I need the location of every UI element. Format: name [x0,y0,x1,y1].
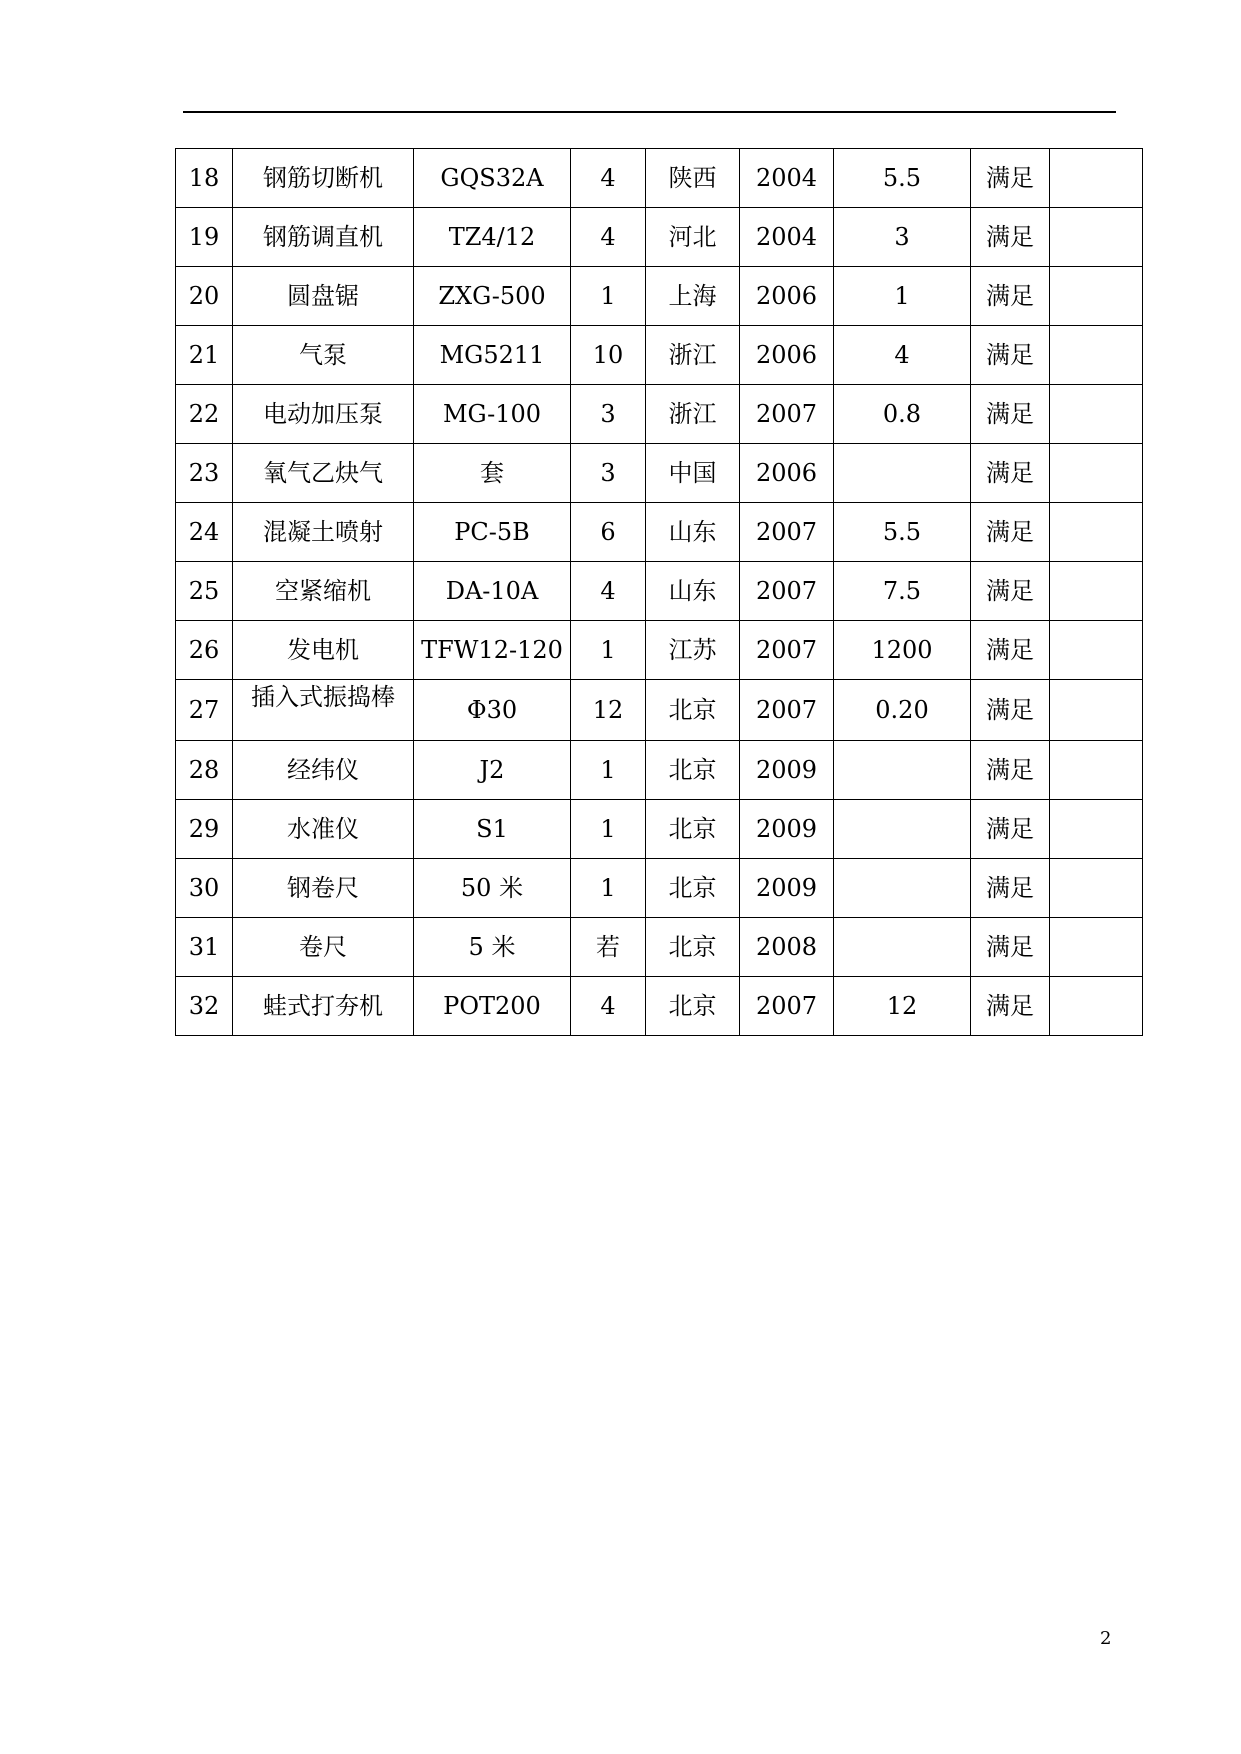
quantity-cell: 若 [571,918,646,977]
table-row [176,859,1143,918]
origin-cell: 江苏 [646,621,740,680]
model-cell: MG5211 [414,326,571,385]
remark-cell [1050,800,1143,859]
equipment-name-cell: 氧气乙炔气 [233,444,414,503]
row-number-cell: 18 [176,149,233,208]
origin-cell: 浙江 [646,326,740,385]
year-cell: 2007 [740,385,834,444]
header-rule [183,111,1116,113]
equipment-name-cell: 钢筋调直机 [233,208,414,267]
power-cell: 12 [834,977,971,1036]
remark-cell [1050,208,1143,267]
origin-cell: 北京 [646,741,740,800]
remark-cell [1050,741,1143,800]
power-cell: 5.5 [834,503,971,562]
quantity-cell: 4 [571,562,646,621]
status-cell: 满足 [971,267,1050,326]
year-cell: 2009 [740,741,834,800]
model-cell: 5 米 [414,918,571,977]
equipment-name-cell: 圆盘锯 [233,267,414,326]
table-row [176,621,1143,680]
equipment-name-cell: 蛙式打夯机 [233,977,414,1036]
equipment-name-cell: 钢筋切断机 [233,149,414,208]
equipment-name-cell: 空紧缩机 [233,562,414,621]
table-row [176,326,1143,385]
power-cell: 3 [834,208,971,267]
year-cell: 2006 [740,267,834,326]
page-number: 2 [1100,1628,1112,1649]
year-cell: 2007 [740,621,834,680]
table-row [176,149,1143,208]
power-cell: 1200 [834,621,971,680]
quantity-cell: 1 [571,621,646,680]
equipment-name-cell: 气泵 [233,326,414,385]
year-cell: 2006 [740,444,834,503]
equipment-name-cell: 卷尺 [233,918,414,977]
model-cell: PC-5B [414,503,571,562]
row-number-cell: 32 [176,977,233,1036]
quantity-cell: 1 [571,859,646,918]
table-row [176,503,1143,562]
remark-cell [1050,444,1143,503]
table-row [176,444,1143,503]
remark-cell [1050,562,1143,621]
model-cell: 套 [414,444,571,503]
table-row [176,741,1143,800]
quantity-cell: 3 [571,385,646,444]
status-cell: 满足 [971,680,1050,741]
origin-cell: 北京 [646,977,740,1036]
model-cell: MG-100 [414,385,571,444]
year-cell: 2004 [740,208,834,267]
status-cell: 满足 [971,503,1050,562]
origin-cell: 陕西 [646,149,740,208]
row-number-cell: 27 [176,680,233,741]
quantity-cell: 1 [571,741,646,800]
remark-cell [1050,326,1143,385]
model-cell: Φ30 [414,680,571,741]
remark-cell [1050,977,1143,1036]
origin-cell: 上海 [646,267,740,326]
origin-cell: 北京 [646,800,740,859]
year-cell: 2007 [740,562,834,621]
model-cell: J2 [414,741,571,800]
origin-cell: 河北 [646,208,740,267]
row-number-cell: 20 [176,267,233,326]
power-cell: 7.5 [834,562,971,621]
status-cell: 满足 [971,977,1050,1036]
quantity-cell: 1 [571,800,646,859]
equipment-table [175,148,1143,1036]
status-cell: 满足 [971,149,1050,208]
origin-cell: 山东 [646,503,740,562]
power-cell: 4 [834,326,971,385]
remark-cell [1050,267,1143,326]
power-cell: 1 [834,267,971,326]
status-cell: 满足 [971,326,1050,385]
row-number-cell: 24 [176,503,233,562]
equipment-name-cell: 钢卷尺 [233,859,414,918]
quantity-cell: 10 [571,326,646,385]
model-cell: DA-10A [414,562,571,621]
year-cell: 2006 [740,326,834,385]
table-body [176,149,1143,1036]
origin-cell: 山东 [646,562,740,621]
year-cell: 2007 [740,680,834,741]
remark-cell [1050,680,1143,741]
quantity-cell: 4 [571,208,646,267]
status-cell: 满足 [971,918,1050,977]
origin-cell: 北京 [646,859,740,918]
remark-cell [1050,859,1143,918]
model-cell: GQS32A [414,149,571,208]
power-cell [834,859,971,918]
remark-cell [1050,149,1143,208]
table-row [176,977,1143,1036]
power-cell: 0.8 [834,385,971,444]
row-number-cell: 26 [176,621,233,680]
status-cell: 满足 [971,444,1050,503]
year-cell: 2007 [740,503,834,562]
table-row [176,562,1143,621]
model-cell: POT200 [414,977,571,1036]
status-cell: 满足 [971,859,1050,918]
table-row [176,800,1143,859]
row-number-cell: 28 [176,741,233,800]
row-number-cell: 25 [176,562,233,621]
row-number-cell: 29 [176,800,233,859]
status-cell: 满足 [971,385,1050,444]
equipment-name-cell: 发电机 [233,621,414,680]
origin-cell: 北京 [646,918,740,977]
year-cell: 2008 [740,918,834,977]
row-number-cell: 21 [176,326,233,385]
model-cell: 50 米 [414,859,571,918]
year-cell: 2004 [740,149,834,208]
table-row [176,267,1143,326]
quantity-cell: 6 [571,503,646,562]
row-number-cell: 22 [176,385,233,444]
year-cell: 2007 [740,977,834,1036]
quantity-cell: 3 [571,444,646,503]
quantity-cell: 4 [571,149,646,208]
table-row [176,208,1143,267]
table-row [176,680,1143,741]
status-cell: 满足 [971,562,1050,621]
quantity-cell: 12 [571,680,646,741]
status-cell: 满足 [971,741,1050,800]
quantity-cell: 1 [571,267,646,326]
power-cell: 0.20 [834,680,971,741]
model-cell: ZXG-500 [414,267,571,326]
equipment-name-cell: 电动加压泵 [233,385,414,444]
origin-cell: 浙江 [646,385,740,444]
model-cell: TFW12-120 [414,621,571,680]
origin-cell: 北京 [646,680,740,741]
row-number-cell: 31 [176,918,233,977]
equipment-name-cell: 经纬仪 [233,741,414,800]
power-cell [834,741,971,800]
origin-cell: 中国 [646,444,740,503]
model-cell: S1 [414,800,571,859]
status-cell: 满足 [971,621,1050,680]
row-number-cell: 30 [176,859,233,918]
power-cell [834,800,971,859]
status-cell: 满足 [971,208,1050,267]
model-cell: TZ4/12 [414,208,571,267]
table-row [176,385,1143,444]
power-cell: 5.5 [834,149,971,208]
equipment-name-cell: 混凝土喷射 [233,503,414,562]
equipment-name-cell: 插入式振捣棒 [233,680,414,741]
equipment-name-cell: 水准仪 [233,800,414,859]
table-row [176,918,1143,977]
power-cell [834,918,971,977]
power-cell [834,444,971,503]
remark-cell [1050,503,1143,562]
row-number-cell: 19 [176,208,233,267]
quantity-cell: 4 [571,977,646,1036]
remark-cell [1050,918,1143,977]
year-cell: 2009 [740,800,834,859]
remark-cell [1050,621,1143,680]
remark-cell [1050,385,1143,444]
row-number-cell: 23 [176,444,233,503]
year-cell: 2009 [740,859,834,918]
status-cell: 满足 [971,800,1050,859]
